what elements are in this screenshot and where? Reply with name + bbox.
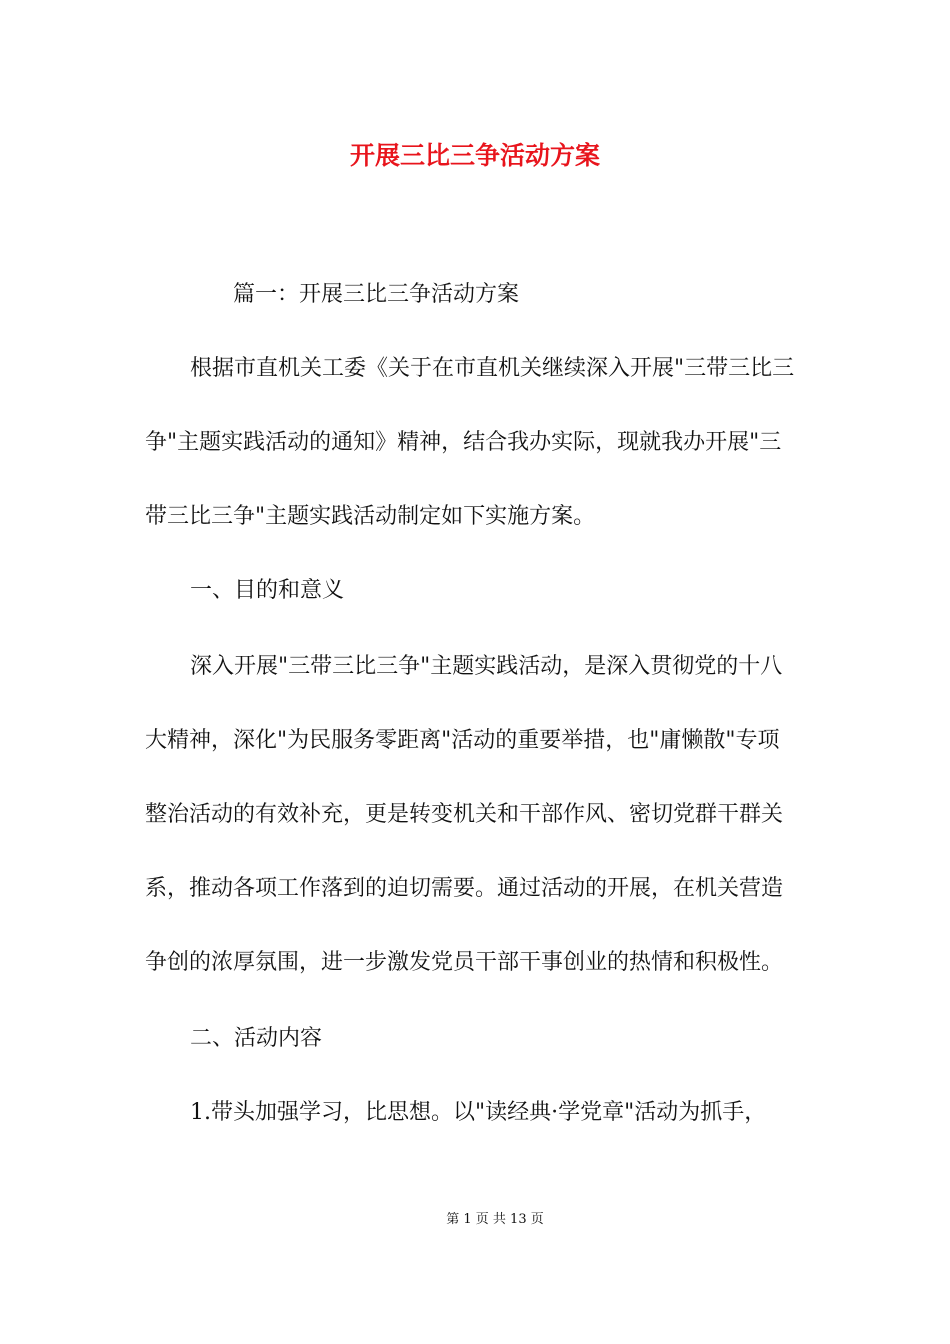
paragraph-line: 深入开展"三带三比三争"主题实践活动，是深入贯彻党的十八 — [190, 654, 783, 679]
document-title: 开展三比三争活动方案 — [349, 141, 600, 170]
paragraph-line: 整治活动的有效补充，更是转变机关和干部作风、密切党群干群关 — [145, 802, 784, 827]
page-number-footer: 第 1 页 共 13 页 — [446, 1212, 544, 1227]
paragraph-line: 争"主题实践活动的通知》精神，结合我办实际，现就我办开展"三 — [145, 430, 782, 455]
section-heading-purpose: 一、目的和意义 — [190, 578, 345, 603]
paragraph-line: 根据市直机关工委《关于在市直机关继续深入开展"三带三比三 — [190, 356, 795, 381]
paragraph-line: 1.带头加强学习，比思想。以"读经典·学党章"活动为抓手， — [190, 1100, 767, 1125]
paragraph-line: 系，推动各项工作落到的迫切需要。通过活动的开展，在机关营造 — [145, 876, 784, 901]
section-heading-content: 二、活动内容 — [190, 1026, 323, 1051]
section-heading-part-one: 篇一：开展三比三争活动方案 — [233, 282, 520, 307]
paragraph-line: 大精神，深化"为民服务零距离"活动的重要举措，也"庸懒散"专项 — [145, 728, 780, 753]
paragraph-line: 带三比三争"主题实践活动制定如下实施方案。 — [145, 504, 596, 529]
paragraph-line: 争创的浓厚氛围，进一步激发党员干部干事创业的热情和积极性。 — [145, 950, 784, 975]
